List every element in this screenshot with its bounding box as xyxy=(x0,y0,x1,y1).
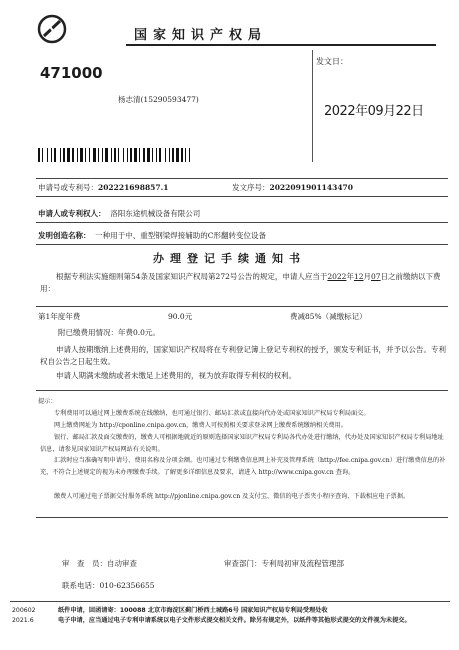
app-no: 202221698857.1 xyxy=(98,183,169,192)
cnipa-logo-icon xyxy=(36,14,68,44)
department-label: 审查部门： xyxy=(224,559,262,568)
divider xyxy=(36,517,448,518)
invention-label: 发明创造名称： xyxy=(38,231,91,240)
footer-mail: 纸件申请，回函请寄：100088 北京市海淀区蓟门桥西土城路6号 国家知识产权局专利局受理处收 xyxy=(58,607,328,614)
note-3: 银行、邮局汇款及面交缴费的，缴费人可根据地就近的原则选择国家知识产权局专利局各代办处进行缴纳，代办处及国家知识产权局专利局地址信息，请参见国家知识产权局网站有关说明。 xyxy=(40,434,444,453)
deadline-day: 07 xyxy=(371,272,381,281)
fee-reduction: 费减85%（减缴标记） xyxy=(290,312,367,321)
invention-name: 一种用于中、重型钢梁焊接辅助的C形翻转变位设备 xyxy=(95,231,267,240)
notes-heading: 提示： xyxy=(38,398,57,405)
divider xyxy=(36,244,448,245)
dispatch-date: 2022年09月22日 xyxy=(324,104,424,119)
phone: 010-62356655 xyxy=(99,581,155,590)
application-number-row xyxy=(38,182,168,193)
examiner-label: 审 查 员： xyxy=(62,559,107,568)
footer-electronic: 电子申请，应当通过电子专利申请系统以电子文件形式提交相关文件。除另有规定外，以纸件等其他形式提交的文件视为未提交。 xyxy=(58,617,411,624)
postcode: 471000 xyxy=(40,64,103,82)
divider xyxy=(36,178,448,179)
note-1: 专利费用可以通过网上缴费系统在线缴纳，也可通过银行、邮局汇款或直接向代办处或国家知识产权局专利局面交。 xyxy=(54,410,370,417)
form-date: 2021.6 xyxy=(12,617,34,624)
department: 专利局初审及流程管理部 xyxy=(261,559,344,568)
note-4: 汇款时应当准确写明申请号、费用名称及分项金额。也可通过专利缴费信息网上补充及管理系统（http://fee.cnipa.gov.cn）进行缴费信息的补充，不符合上述规定的视为未办理缴费手续。了解更多详细信息及要求，请进入 http://www.cnipa.gov.cn 查询。 xyxy=(40,457,446,476)
serial-label: 发文序号： xyxy=(232,183,270,192)
barcode xyxy=(38,148,286,162)
notice-title: 办理登记手续通知书 xyxy=(153,252,306,265)
phone-row xyxy=(62,580,155,592)
app-no-label: 申请号或专利号： xyxy=(38,183,98,192)
invention-row xyxy=(38,230,266,241)
abandon-paragraph: 申请人期满未缴纳或者未缴足上述费用的，视为放弃取得专利权的权利。 xyxy=(56,371,296,380)
paid-fees: 附已缴费用情况：年费0.0元。 xyxy=(58,328,160,337)
dispatch-label: 发文日： xyxy=(316,57,348,66)
serial-row xyxy=(232,182,353,193)
phone-label: 联系电话： xyxy=(62,581,100,590)
applicant-label: 申请人或专利权人： xyxy=(38,209,106,218)
note-5: 缴费人可通过电子票据交付服务系统 http://pjonline.cnipa.gov.cn 及支付宝、微信的电子票夹小程序查询、下载相应电子票据。 xyxy=(54,493,410,500)
serial-number: 2022091901143470 xyxy=(269,183,353,192)
divider xyxy=(36,222,448,223)
applicant-name: 洛阳东途机械设备有限公司 xyxy=(110,209,201,218)
note-2: 网上缴费网址为 http://cponline.cnipa.gov.cn，缴费人可按照相关要求登录网上缴费系统缴纳相关费用。 xyxy=(54,422,347,429)
header-rule xyxy=(126,44,436,46)
divider xyxy=(36,306,448,307)
fee-amount: 90.0元 xyxy=(168,312,193,321)
divider xyxy=(36,390,448,391)
form-code: 200602 xyxy=(12,607,36,614)
deadline-month: 12 xyxy=(353,272,364,281)
intro-paragraph: 根据专利法实施细则第54条及国家知识产权局第272号公告的规定，申请人应当于2022年12月07日之前缴纳以下费用： xyxy=(40,272,441,293)
footer-rule xyxy=(10,601,450,602)
office-name: 国家知识产权局 xyxy=(134,28,268,43)
examiner-row xyxy=(62,558,137,570)
fee-label: 第1年度年费 xyxy=(38,312,81,321)
department-row xyxy=(224,558,344,570)
divider xyxy=(36,196,448,197)
deadline-year: 2022 xyxy=(327,272,347,281)
applicant-row xyxy=(38,208,200,219)
grant-paragraph: 申请人按期缴纳上述费用的，国家知识产权局将在专利登记簿上登记专利权的授予，颁发专利证书，并予以公告。专利权自公告之日起生效。 xyxy=(40,345,446,366)
recipient: 杨志清(15290593477) xyxy=(118,95,199,104)
examiner: 自动审查 xyxy=(107,559,137,568)
